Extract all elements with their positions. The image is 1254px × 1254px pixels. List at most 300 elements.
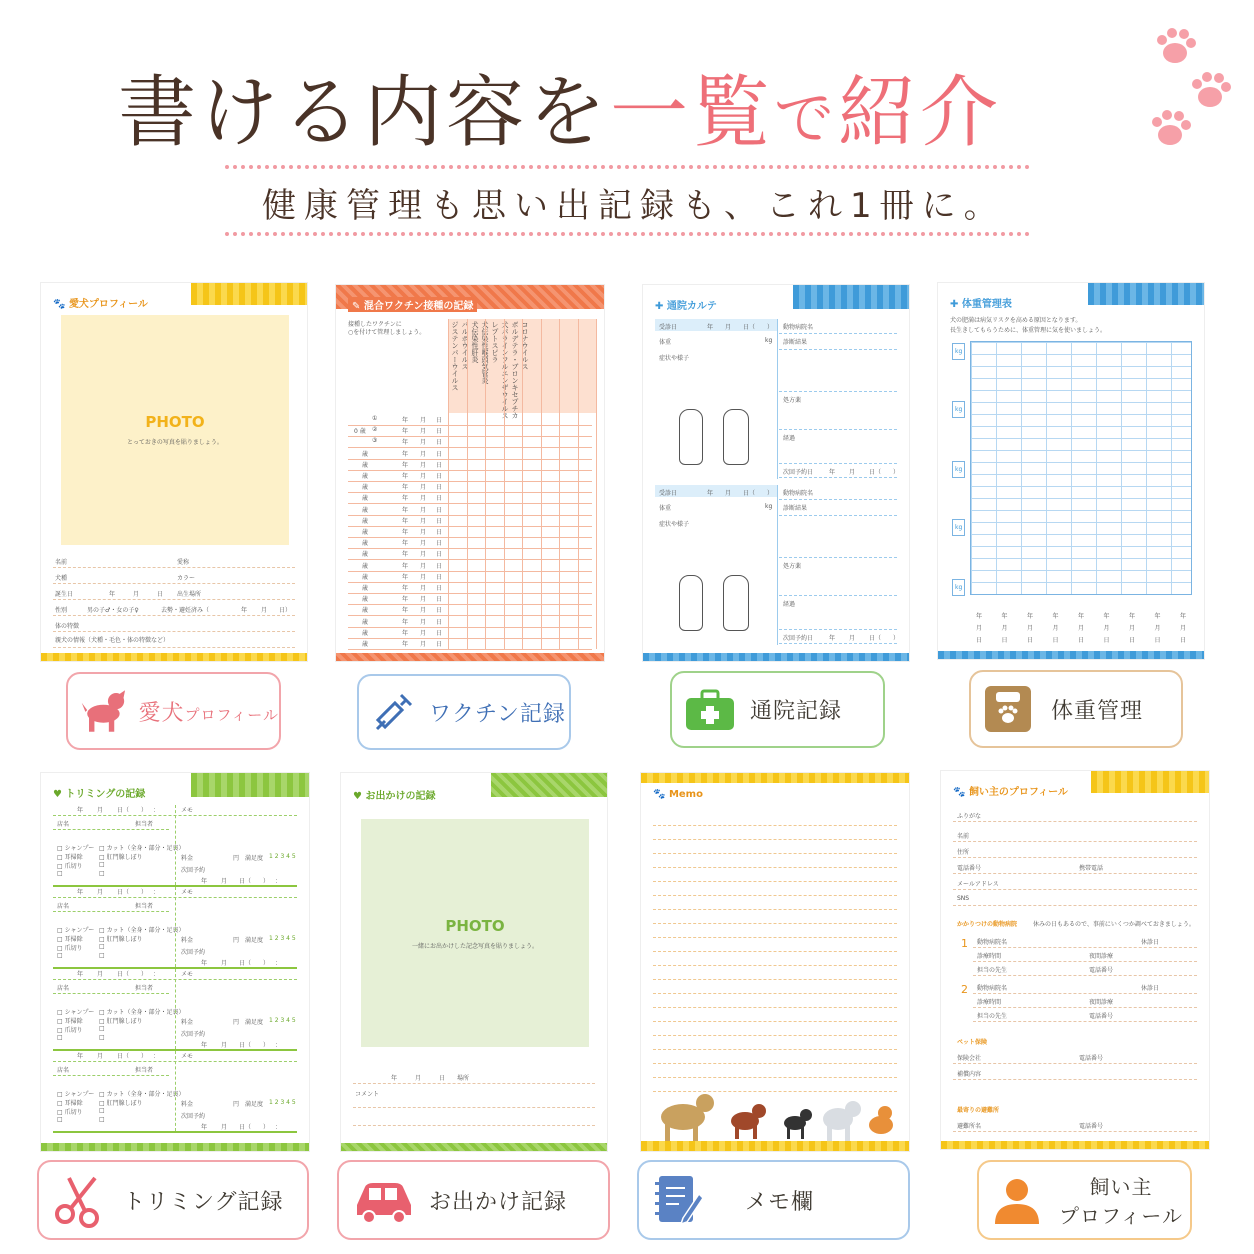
weight-day: 日 (976, 637, 983, 644)
card-stripe (793, 285, 909, 309)
vaccine-row-line (348, 459, 592, 460)
vaccine-row-line (348, 425, 592, 426)
vaccine-row-line (348, 492, 592, 493)
card-stripe (191, 283, 307, 305)
card-stripe (641, 773, 909, 783)
memo-line (653, 1021, 897, 1022)
vaccine-year: 年 (402, 439, 409, 447)
memo-line (653, 965, 897, 966)
trim-next-year: 年 (201, 1124, 208, 1131)
vaccine-month: 月 (420, 551, 427, 559)
vaccine-age: 歳 (362, 529, 369, 536)
card-title: ✚ 体重管理表 (950, 299, 1012, 310)
weight-day: 日 (1078, 637, 1085, 644)
trim-shop: 店名 (57, 903, 70, 910)
vaccine-month: 月 (420, 428, 427, 436)
weight-month: 月 (1154, 625, 1161, 632)
weight-year: 年 (1154, 613, 1161, 620)
trim-check: □ (99, 943, 105, 950)
card-title-text: 混合ワクチン接種の記録 (363, 301, 474, 312)
clinic-field: 月 (849, 469, 856, 476)
vaccine-year: 年 (402, 562, 409, 570)
weight-month: 月 (976, 625, 983, 632)
badge-label-group (1059, 1171, 1183, 1229)
vaccine-age: 0 歳 (354, 428, 366, 436)
trim-paren: ） (141, 1053, 148, 1060)
divider-top (225, 165, 1030, 169)
badge-clinic[interactable] (670, 671, 885, 748)
clinic-line (779, 499, 897, 500)
weight-intro-1: 犬の肥満は病気リスクを高める原因となります。 (950, 317, 1082, 324)
clinic-field: 症状や様子 (659, 521, 690, 528)
clinic-field: 処方薬 (783, 397, 802, 404)
memo-line (653, 1077, 897, 1078)
clinic-field: 月 (849, 635, 856, 642)
weight-year: 年 (1052, 613, 1059, 620)
vaccine-month: 月 (420, 596, 427, 604)
owner-shelter-field: 電話番号 (1079, 1123, 1104, 1130)
vaccine-day: 日 (436, 551, 443, 559)
weight-year: 年 (1129, 613, 1136, 620)
trim-check: □ (57, 870, 63, 877)
card-title: ♥ トリミングの記録 (53, 789, 146, 800)
vaccine-row-line (348, 593, 592, 594)
weight-day: 日 (1129, 637, 1136, 644)
memo-line (653, 1049, 897, 1050)
card-stripe (41, 653, 307, 661)
dogs-illustration (653, 1087, 903, 1145)
trim-divider (175, 805, 176, 885)
badge-dog-profile[interactable] (66, 672, 281, 750)
trim-month: 月 (97, 1053, 104, 1060)
trim-year: 年 (77, 1053, 84, 1060)
trim-line (53, 1075, 169, 1076)
trim-shop: 店名 (57, 985, 70, 992)
vaccine-age: 歳 (362, 551, 369, 559)
owner-hospital-number: 2 (961, 983, 968, 996)
memo-line (653, 1035, 897, 1036)
vaccine-year: 年 (402, 641, 409, 648)
card-title: 🐾 愛犬プロフィール (53, 299, 148, 310)
card-title: ✎ 混合ワクチン接種の記録 (348, 297, 477, 312)
trim-next: 次回予約 (181, 949, 206, 956)
vaccine-row-line (348, 615, 592, 616)
trim-nail: □ 爪切り (57, 1027, 83, 1034)
trim-next-colon: ： (275, 1124, 282, 1131)
memo-line (653, 853, 897, 854)
dog-outline-icon (723, 409, 749, 465)
person-icon (991, 1174, 1043, 1226)
owner-field: SNS (957, 895, 970, 902)
vaccine-age: 歳 (362, 461, 369, 469)
card-stripe (41, 1143, 309, 1151)
vaccine-month: 月 (420, 585, 427, 592)
owner-field: 電話番号 (957, 865, 982, 872)
owner-field: メールアドレス (957, 881, 999, 888)
weight-unit: kg (952, 401, 965, 418)
trim-next-colon: ： (275, 960, 282, 967)
vaccine-day: 日 (436, 517, 443, 525)
scale-icon (983, 684, 1033, 734)
weight-year: 年 (976, 613, 983, 620)
badge-outing[interactable] (337, 1160, 610, 1240)
vaccine-year: 年 (402, 506, 409, 514)
clinic-divider (777, 319, 778, 479)
vaccine-row-line (348, 436, 592, 437)
trim-line (53, 829, 169, 830)
trim-divider (175, 1051, 176, 1131)
card-trimming (40, 772, 310, 1152)
trim-nail: □ 爪切り (57, 1109, 83, 1116)
owner-hospital-note: 休みの日もあるので、事前にいくつか調べておきましょう。 (1033, 921, 1195, 928)
trim-day: 日（ (117, 807, 130, 814)
trim-satisfaction: 満足度 (245, 855, 264, 862)
owner-insurance-field: 保険会社 (957, 1055, 982, 1062)
field-day: 日 (439, 1075, 446, 1082)
trim-year: 年 (77, 807, 84, 814)
badge-owner[interactable] (977, 1160, 1192, 1240)
vaccine-year: 年 (402, 540, 409, 548)
trim-next-year: 年 (201, 960, 208, 967)
owner-mobile: 携帯電話 (1079, 865, 1104, 872)
field-parents: 親犬の情報（犬種・毛色・体の特徴など） (55, 637, 170, 644)
owner-line (953, 821, 1197, 822)
field-year: 年 (391, 1075, 398, 1082)
vaccine-age: 歳 (362, 596, 369, 604)
syringe-icon (371, 689, 417, 735)
trim-staff: 担当者 (135, 821, 154, 828)
memo-line (653, 909, 897, 910)
vaccine-age: 歳 (362, 495, 369, 503)
owner-hospital-field: 夜間診療 (1089, 953, 1114, 960)
vaccine-day: 日 (436, 618, 443, 626)
clinic-line (779, 643, 897, 644)
owner-line (973, 1021, 1197, 1022)
clinic-field: 年 (829, 469, 836, 476)
weight-grid-area (970, 341, 1192, 595)
trim-year: 年 (77, 971, 84, 978)
dog-outline-icon (679, 575, 703, 631)
owner-line (973, 1007, 1197, 1008)
field-day: 日） (279, 607, 292, 614)
notebook-icon (651, 1172, 705, 1228)
trim-next-month: 月 (221, 878, 228, 885)
clinic-field: 月 (725, 490, 732, 497)
vaccine-column-header: ボルデテラ・ブロンキセプチカ (511, 321, 519, 419)
title-part-3: で (774, 84, 839, 154)
card-title-text: 通院カルテ (666, 301, 717, 312)
card-stripe (341, 1143, 607, 1151)
vaccine-column-header: 犬伝染性喉頭気管炎 (481, 321, 489, 384)
vaccine-column-header: レプトスピラ (491, 321, 499, 363)
vaccine-day: 日 (436, 596, 443, 604)
clinic-field: ） (893, 635, 900, 642)
weight-intro-2: 長生きしてもらうために、体重管理に気を使いましょう。 (950, 327, 1107, 334)
badge-label: お出かけ記録 (429, 1189, 568, 1215)
trim-nail: □ 爪切り (57, 945, 83, 952)
card-title: 🐾 Memo (653, 789, 703, 800)
owner-hospital-field: 休診日 (1141, 985, 1160, 992)
vaccine-day: 日 (436, 417, 443, 424)
field-year: 年 (109, 591, 116, 598)
vaccine-day: 日 (436, 573, 443, 581)
vaccine-row-line (348, 571, 592, 572)
trim-month: 月 (97, 971, 104, 978)
owner-insurance-field: 補償内容 (957, 1071, 982, 1078)
clinic-field: 動物病院名 (783, 324, 814, 331)
owner-insurance-field: 電話番号 (1079, 1055, 1104, 1062)
trim-rating: 1 2 3 4 5 (269, 935, 296, 942)
field-breed: 犬種 (55, 575, 68, 582)
owner-hospital-field: 電話番号 (1089, 967, 1114, 974)
field-month: 月 (133, 591, 140, 598)
vaccine-year: 年 (402, 618, 409, 626)
memo-line (653, 867, 897, 868)
weight-day: 日 (1052, 637, 1059, 644)
owner-field: 名前 (957, 833, 970, 840)
trim-next-day: 日（ (239, 1042, 252, 1049)
vaccine-column-line (504, 319, 505, 649)
trim-rating: 1 2 3 4 5 (269, 1099, 296, 1106)
trim-divider (175, 887, 176, 967)
form-line (53, 631, 295, 632)
trim-colon: ： (153, 807, 160, 814)
owner-line (953, 873, 1197, 874)
form-line (353, 1083, 595, 1084)
trim-next: 次回予約 (181, 1031, 206, 1038)
vaccine-intro-1: 接種したワクチンに (348, 321, 402, 328)
trim-ear: □ 耳掃除 (57, 1100, 83, 1107)
form-line (53, 567, 295, 568)
form-line (53, 583, 295, 584)
field-month: 月 (261, 607, 268, 614)
trim-yen: 円 (233, 1019, 240, 1026)
vaccine-month: 月 (420, 573, 427, 581)
weight-day: 日 (1027, 637, 1034, 644)
trim-next-year: 年 (201, 1042, 208, 1049)
trim-cut: □ カット（全身・部分・足裏） (99, 1009, 185, 1016)
vaccine-year: 年 (402, 461, 409, 469)
clinic-line (779, 515, 897, 516)
vaccine-row-line (348, 582, 592, 583)
vaccine-day: 日 (436, 484, 443, 492)
vaccine-age: 歳 (362, 607, 369, 615)
trim-satisfaction: 満足度 (245, 937, 264, 944)
badge-memo[interactable] (637, 1160, 910, 1240)
vaccine-year: 年 (402, 573, 409, 581)
trim-fee: 料金 (181, 1019, 194, 1026)
clinic-field: ） (893, 469, 900, 476)
owner-hospital-field: 動物病院名 (977, 939, 1008, 946)
vaccine-row-line (348, 515, 592, 516)
vaccine-month: 月 (420, 607, 427, 615)
page-subtitle: 健康管理も思い出記録も、これ1冊に。 (262, 186, 1006, 226)
trim-gland: □ 肛門腺しぼり (99, 1018, 143, 1025)
field-birthplace: 出生場所 (177, 591, 202, 598)
card-stripe (191, 773, 309, 797)
trim-next-day: 日（ (239, 1124, 252, 1131)
field-day: 日 (157, 591, 164, 598)
vaccine-row-line (348, 470, 592, 471)
weight-month: 月 (1078, 625, 1085, 632)
trim-colon: ： (153, 1053, 160, 1060)
trim-next-paren: ） (263, 1124, 270, 1131)
photo-area (61, 315, 289, 545)
badge-label-line-1: 飼い主 (1089, 1175, 1153, 1199)
clinic-field: 次回予約日 (783, 635, 814, 642)
owner-line (973, 947, 1197, 948)
trim-day: 日（ (117, 889, 130, 896)
clinic-line (779, 333, 897, 334)
vaccine-row-line (348, 559, 592, 560)
clinic-line (779, 463, 897, 464)
trim-check: □ (57, 1116, 63, 1123)
owner-hospital-field: 診療時間 (977, 999, 1002, 1006)
trim-next-colon: ： (275, 1042, 282, 1049)
vaccine-day: 日 (436, 495, 443, 503)
photo-note: とっておきの写真を貼りましょう。 (127, 439, 223, 446)
vaccine-row-line (348, 526, 592, 527)
vaccine-column-line (541, 319, 542, 649)
badge-weight[interactable] (969, 670, 1183, 748)
field-name: 名前 (55, 559, 68, 566)
card-outing (340, 772, 608, 1152)
card-stripe (941, 1141, 1209, 1149)
clinic-line (779, 557, 897, 558)
vaccine-row-line (348, 604, 592, 605)
memo-line (653, 1007, 897, 1008)
vaccine-age: 歳 (362, 562, 369, 570)
vaccine-day: 日 (436, 450, 443, 458)
clinic-field: ） (767, 324, 774, 331)
vaccine-day: 日 (436, 428, 443, 436)
vaccine-year: 年 (402, 450, 409, 458)
weight-year: 年 (1078, 613, 1085, 620)
vaccine-age: 歳 (362, 573, 369, 581)
owner-hospital-field: 夜間診療 (1089, 999, 1114, 1006)
vaccine-year: 年 (402, 417, 409, 424)
vaccine-year: 年 (402, 529, 409, 536)
vaccine-row-line (348, 627, 592, 628)
trim-next-day: 日（ (239, 960, 252, 967)
clinic-field: 日（ (869, 635, 882, 642)
clinic-field: 診断結果 (783, 505, 808, 512)
page-title (118, 50, 1002, 162)
card-title-text: 飼い主のプロフィール (968, 787, 1068, 798)
weight-year: 年 (1103, 613, 1110, 620)
trim-staff: 担当者 (135, 985, 154, 992)
dog-outline-icon (723, 575, 749, 631)
title-part-2: 一覧 (610, 68, 775, 158)
card-title-text: トリミングの記録 (65, 789, 146, 800)
trim-check: □ (99, 1025, 105, 1032)
trim-day: 日（ (117, 971, 130, 978)
field-month: 月 (415, 1075, 422, 1082)
trim-nail: □ 爪切り (57, 863, 83, 870)
trim-check: □ (99, 952, 105, 959)
weight-day: 日 (1154, 637, 1161, 644)
trim-rating: 1 2 3 4 5 (269, 1017, 296, 1024)
vaccine-month: 月 (420, 517, 427, 525)
memo-line (653, 979, 897, 980)
clinic-divider (777, 485, 778, 645)
clinic-line (779, 595, 897, 596)
field-year: 年 (241, 607, 248, 614)
trim-line (53, 993, 169, 994)
vaccine-month: 月 (420, 439, 427, 447)
vaccine-column-header: 犬パラインフルエンザウイルス (501, 321, 509, 419)
form-line (53, 615, 295, 616)
trim-shampoo: □ シャンプー (57, 927, 95, 934)
clinic-line (779, 477, 897, 478)
vaccine-day: 日 (436, 529, 443, 536)
vaccine-column-header: ジステンパーウイルス (451, 321, 459, 391)
vaccine-month: 月 (420, 562, 427, 570)
trim-paren: ） (141, 889, 148, 896)
vaccine-circle: ③ (372, 437, 378, 445)
trim-check: □ (57, 1034, 63, 1041)
vaccine-age: 歳 (362, 629, 369, 637)
clinic-field: ） (767, 490, 774, 497)
vaccine-day: 日 (436, 540, 443, 548)
vaccine-month: 月 (420, 461, 427, 469)
vaccine-year: 年 (402, 629, 409, 637)
trim-next-paren: ） (263, 878, 270, 885)
clinic-field: 次回予約日 (783, 469, 814, 476)
badge-label: メモ欄 (745, 1189, 815, 1215)
vaccine-day: 日 (436, 439, 443, 447)
weight-day: 日 (1180, 637, 1187, 644)
owner-line (973, 975, 1197, 976)
clinic-field: 年 (707, 324, 714, 331)
vaccine-year: 年 (402, 495, 409, 503)
vaccine-month: 月 (420, 641, 427, 648)
vaccine-month: 月 (420, 540, 427, 548)
weight-year: 年 (1001, 613, 1008, 620)
photo-note: 一緒にお出かけした記念写真を貼りましょう。 (411, 943, 538, 950)
clinic-field: 月 (725, 324, 732, 331)
vaccine-column-line (522, 319, 523, 649)
vaccine-day: 日 (436, 629, 443, 637)
card-weight (937, 282, 1205, 660)
vaccine-year: 年 (402, 517, 409, 525)
weight-month: 月 (1103, 625, 1110, 632)
memo-line (653, 1063, 897, 1064)
trim-fee: 料金 (181, 937, 194, 944)
vaccine-row-line (348, 481, 592, 482)
badge-trimming[interactable] (37, 1160, 309, 1240)
clinic-field: 受診日 (659, 490, 678, 497)
vaccine-row-line (348, 447, 592, 448)
field-features: 体の特徴 (55, 623, 80, 630)
dog-icon (80, 686, 130, 736)
weight-unit: kg (952, 343, 965, 360)
badge-vaccine[interactable] (357, 674, 571, 750)
field-color: カラー (177, 575, 196, 582)
vaccine-year: 年 (402, 551, 409, 559)
trim-check: □ (99, 1107, 105, 1114)
trim-yen: 円 (233, 1101, 240, 1108)
clinic-field: 診断結果 (783, 339, 808, 346)
trim-paren: ） (141, 971, 148, 978)
trim-gland: □ 肛門腺しぼり (99, 936, 143, 943)
clinic-field: 処方薬 (783, 563, 802, 570)
vaccine-row-line (348, 638, 592, 639)
clinic-field: kg (765, 503, 773, 510)
weight-month: 月 (1001, 625, 1008, 632)
scissors-icon (51, 1172, 107, 1228)
trim-cut: □ カット（全身・部分・足裏） (99, 1091, 185, 1098)
